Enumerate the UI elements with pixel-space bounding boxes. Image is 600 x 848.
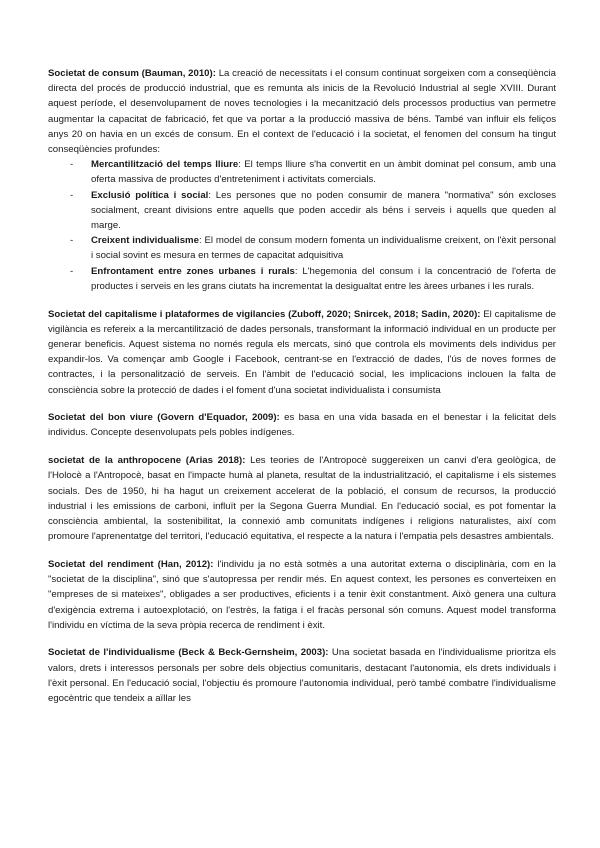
section-capitalisme-vigilancia (48, 307, 556, 398)
section-heading: Societat del rendiment (Han, 2012): (48, 558, 214, 570)
list-item-term: Creixent individualisme (91, 235, 199, 247)
section-rendiment (48, 557, 556, 633)
section-anthropocene (48, 453, 556, 544)
section-text: l'individu ja no està sotmès a una autoritat externa o disciplinària, com en la "societat de la disciplina", sinó que s'autopressa per rendir més. En aquest context, les persones es converteixen en "empreses de si mateixes", obligades a ser productives, eficients i a tenir èxit constantment. Això genera una cultura d'exigència extrema i autoexplotació, on l'estrès, la fatiga i el fracàs personal són comuns. Aquest model transforma l'individu en víctima de la seva pròpia recerca de rendiment i èxit. (48, 558, 556, 631)
section-heading: societat de la anthropocene (Arias 2018): (48, 455, 246, 467)
bullet-dash: - (70, 265, 74, 277)
list-item-text: : L'hegemonia del consum i la concentració de l'oferta de productes i serveis en les grans ciutats ha incrementat la desigualtat entre les àrees urbanes i les rurals. (91, 265, 556, 292)
list-item (48, 157, 556, 187)
section-heading: Societat del capitalisme i plataformes de vigilancies (Zuboff, 2020; Snircek, 2018; Sadin, 2020): (48, 308, 481, 320)
list-item (48, 264, 556, 294)
bullet-dash: - (70, 159, 74, 171)
bullet-dash: - (70, 235, 74, 247)
section-text: La creació de necessitats i el consum continuat sorgeixen com a conseqüència directa del procés de producció industrial, que es remunta als inicis de la Revolució Industrial al segle XVIII. Durant aquest període, el desenvolupament de noves tecnologies i la mecanització dels processos productius van permetre augmentar la capacitat de fabricació, fet que va portar a la producció massiva de béns. També van influir els feliços anys 20 on havia en un excés de consum. En el context de l'educació i la societat, el fenomen del consum ha tingut conseqüències profundes: (48, 68, 557, 156)
section-heading: Societat del bon viure (Govern d'Equador, 2009): (48, 412, 280, 424)
document-body (48, 66, 556, 719)
section-text: es basa en una vida basada en el benestar i la felicitat dels individus. Concepte desenvolupats pels pobles indígenes. (48, 412, 557, 439)
section-societat-de-consum (48, 66, 556, 157)
list-item-term: Enfrontament entre zones urbanes i rurals (91, 265, 295, 277)
bullet-dash: - (70, 189, 74, 201)
list-item (48, 188, 556, 234)
section-text: Una societat basada en l'individualisme prioritza els valors, drets i interessos personals per sobre dels objectius comunitaris, destacant l'autonomia, els drets individuals i l'èxit personal. En l'educació social, l'objectiu és promoure l'autonomia individual, però també combatre l'individualisme egocèntric que tendeix a aïllar les (48, 647, 556, 705)
list-item-text: : Les persones que no poden consumir de manera "normativa" són excloses socialment, creant divisions entre aquells que poden accedir als béns i serveis i aquells que queden al marge. (91, 189, 556, 232)
section-text: Les teories de l'Antropocè suggereixen un canvi d'era geològica, de l'Holocè a l'Antropocè, basat en l'impacte humà al planeta, resultat de la industrialització, el capitalisme i els sistemes socials. Des de 1950, hi ha hagut un creixement accelerat de la població, el consum de recursos, la producció industrial i les emissions de carboni, influït per la Segona Guerra Mundial. En l'educació social, es pot fomentar la consciència ambiental, la sostenibilitat, la connexió amb comunitats indígenes i religions naturalistes, així com promoure l'aprenentatge del territori, l'educació equitativa, el respecte a la natura i l'empatia pels desastres ambientals. (48, 455, 556, 543)
list-item (48, 233, 556, 263)
consequences-list (48, 157, 556, 294)
list-item-term: Exclusió política i social (91, 189, 209, 201)
section-heading: Societat de l'individualisme (Beck & Beck-Gernsheim, 2003): (48, 647, 329, 659)
list-item-text: : El model de consum modern fomenta un individualisme creixent, on l'èxit personal i social sovint es mesura en termes de capacitat adquisitiva (91, 235, 556, 262)
section-heading: Societat de consum (Bauman, 2010): (48, 68, 216, 79)
list-item-term: Mercantilització del temps lliure (91, 159, 239, 171)
list-item-text: : El temps lliure s'ha convertit en un àmbit dominat pel consum, amb una oferta massiva de productes d'entreteniment i activitats comercials. (91, 159, 557, 186)
section-individualisme (48, 645, 556, 706)
section-bon-viure (48, 410, 556, 440)
section-text: El capitalisme de vigilància es refereix a la mercantilització de dades personals, transformant la informació individual en un producte per generar beneficis. Aquest sistema no només regula els mercats, sinó que controla els moviments dels individus per expandir-los. Va començar amb Google i Facebook, centrant-se en l'extracció de dades, l'ús de noves formes de contractes, i la personalització de serveis. En l'àmbit de l'educació social, les implicacions inclouen la falta de consciència sobre la protecció de dades i el foment d'una societat individualista i consumista (48, 308, 556, 396)
